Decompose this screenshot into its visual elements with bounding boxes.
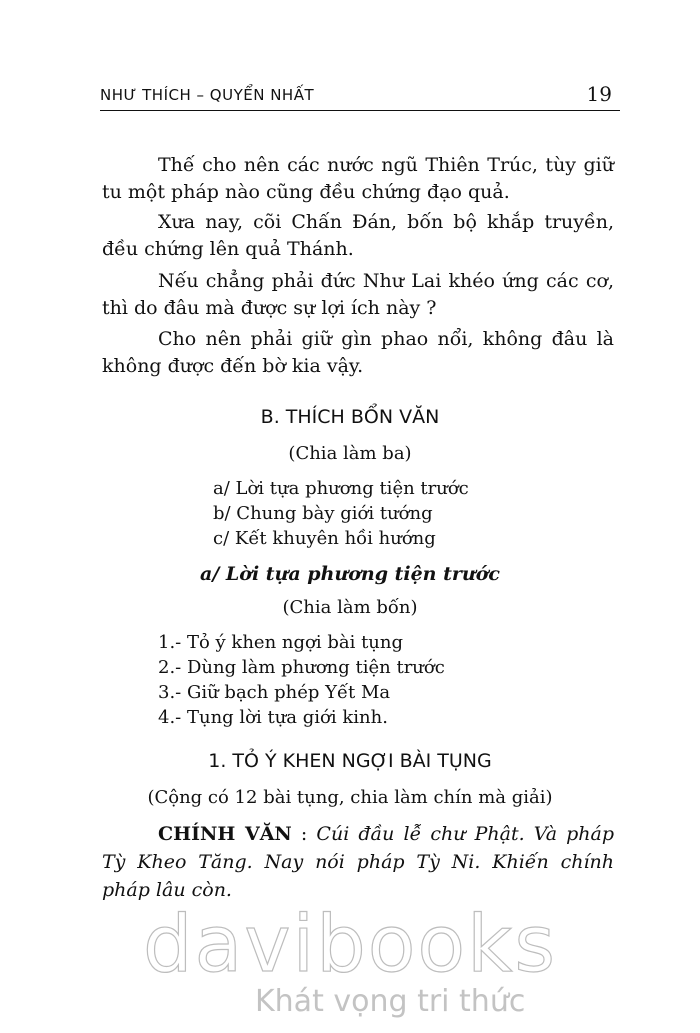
list-item: c/ Kết khuyên hồi hướng bbox=[213, 528, 436, 549]
list-item: 4.- Tụng lời tựa giới kinh. bbox=[158, 707, 388, 728]
section-b-heading: B. THÍCH BỔN VĂN bbox=[260, 406, 440, 428]
subsection-a-note: (Chia làm bốn) bbox=[282, 597, 418, 618]
section-b-list bbox=[213, 476, 469, 551]
watermark-brand: davibooks bbox=[143, 900, 557, 990]
intro-paragraph-2: Xưa nay, cõi Chấn Đán, bốn bộ khắp truyền, đều chứng lên quả Thánh. bbox=[102, 211, 614, 260]
watermark-tagline: Khát vọng tri thức bbox=[255, 984, 526, 1019]
section-b-note: (Chia làm ba) bbox=[288, 443, 412, 464]
intro-paragraph-3: Nếu chẳng phải đức Như Lai khéo ứng các cơ, thì do đâu mà được sự lợi ích này ? bbox=[102, 270, 614, 319]
main-text-label: CHÍNH VĂN bbox=[158, 823, 292, 845]
running-title: NHƯ THÍCH – QUYỂN NHẤT bbox=[100, 86, 315, 104]
page-number: 19 bbox=[586, 82, 612, 106]
intro-paragraph-4: Cho nên phải giữ gìn phao nổi, không đâu là không được đến bờ kia vậy. bbox=[102, 328, 614, 377]
list-item: a/ Lời tựa phương tiện trước bbox=[213, 478, 469, 499]
list-item: 1.- Tỏ ý khen ngợi bài tụng bbox=[158, 632, 404, 653]
header-rule bbox=[100, 110, 620, 111]
list-item: b/ Chung bày giới tướng bbox=[213, 503, 433, 524]
list-item: 3.- Giữ bạch phép Yết Ma bbox=[158, 682, 391, 703]
section-1-note: (Cộng có 12 bài tụng, chia làm chín mà giải) bbox=[147, 787, 553, 808]
running-header bbox=[100, 82, 620, 112]
main-text-paragraph: CHÍNH VĂN : Cúi đầu lễ chư Phật. Và pháp Tỳ Kheo Tăng. Nay nói pháp Tỳ Ni. Khiến chính pháp lâu còn. bbox=[102, 823, 615, 901]
subsection-a-list bbox=[158, 630, 445, 730]
subsection-a-heading: a/ Lời tựa phương tiện trước bbox=[200, 563, 500, 585]
section-1-heading: 1. TỎ Ý KHEN NGỢI BÀI TỤNG bbox=[208, 750, 492, 772]
main-text-body: Cúi đầu lễ chư Phật. Và pháp Tỳ Kheo Tăng. Nay nói pháp Tỳ Ni. Khiến chính pháp lâu còn. bbox=[102, 823, 615, 901]
list-item: 2.- Dùng làm phương tiện trước bbox=[158, 657, 445, 678]
intro-paragraph-1: Thế cho nên các nước ngũ Thiên Trúc, tùy giữ tu một pháp nào cũng đều chứng đạo quả. bbox=[102, 154, 614, 203]
